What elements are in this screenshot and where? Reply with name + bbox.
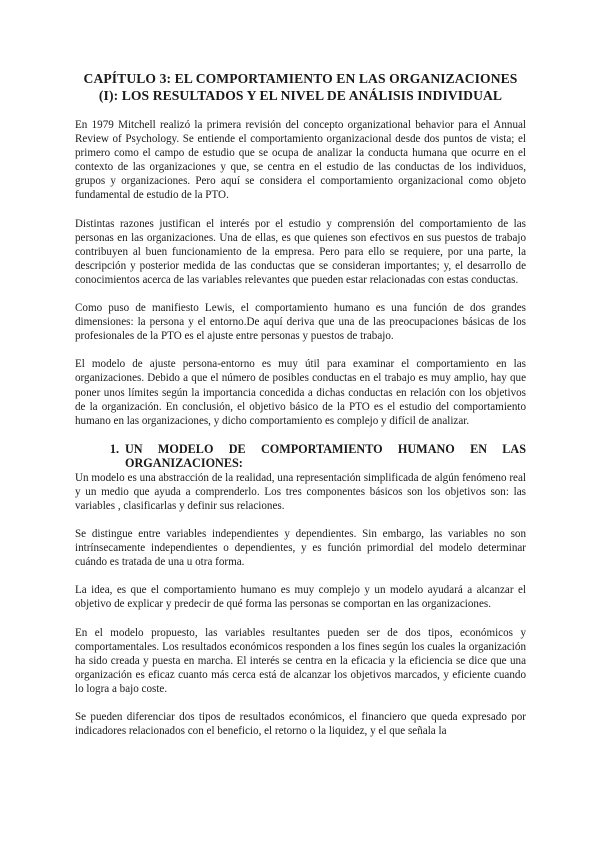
section-1-paragraph-idea: La idea, es que el comportamiento humano es muy complejo y un modelo ayudará a alcanzar el objetivo de explicar y predecir de qué forma las personas se comportan en las organizaciones.	[75, 584, 526, 611]
paragraph-reasons-interest: Distintas razones justifican el interés por el estudio y comprensión del comportamiento de las personas en las organizaciones. Una de ellas, es que quienes son efectivos en sus puestos de trabajo contribuyen al buen funcionamiento de la empresa. Pero para ello se requiere, por una parte, la descripción y posterior medida de las conductas que se consideran importantes; y, el desarrollo de conocimientos acerca de las variables relevantes que pueden estar relacionadas con estas conductas.	[75, 217, 526, 286]
document-page	[75, 70, 526, 752]
section-1-heading	[75, 442, 526, 471]
section-1-paragraph-model-definition: Un modelo es una abstracción de la realidad, una representación simplificada de algún fenómeno real y un medio que ayuda a comprenderlo. Los tres componentes básicos son los objetivos son: las variables , clasificarlas y definir sus relaciones.	[75, 471, 526, 512]
chapter-title-line-2: (I): LOS RESULTADOS Y EL NIVEL DE ANÁLISIS INDIVIDUAL	[98, 88, 503, 103]
paragraph-mitchell-review: En 1979 Mitchell realizó la primera revisión del concepto organizational behavior para el Annual Review of Psychology. Se entiende el comportamiento organizacional desde dos puntos de vista; el primero como el campo de estudio que se ocupa de analizar la conducta humana que ocurre en el contexto de las organizaciones y que, se centra en el estudio de las conductas de los individuos, grupos y organizaciones. Pero aquí se considera el comportamiento organizacional como objeto fundamental de estudio de la PTO.	[75, 119, 526, 202]
section-1-paragraph-economic-results: Se pueden diferenciar dos tipos de resultados económicos, el financiero que queda expresado por indicadores relacionados con el beneficio, el retorno o la liquidez, y el que señala la	[75, 711, 526, 738]
chapter-title-line-1: CAPÍTULO 3: EL COMPORTAMIENTO EN LAS ORGANIZACIONES	[83, 71, 518, 86]
section-1-paragraph-results-types: En el modelo propuesto, las variables resultantes pueden ser de dos tipos, económicos y comportamentales. Los resultados económicos responden a los fines según los cuales la organización ha sido creada y puesta en marcha. El interés se centra en la eficacia y la eficiencia se dice que una organización es eficaz cuanto más cerca está de alcanzar los objetivos marcados, y eficiente cuando lo logra a bajo coste.	[75, 626, 526, 695]
section-1-number: 1.	[109, 441, 119, 456]
paragraph-lewis: Como puso de manifiesto Lewis, el comportamiento humano es una función de dos grandes dimensiones: la persona y el entorno.De aquí deriva que una de las preocupaciones básicas de los profesionales de la PTO es el ajuste entre personas y puestos de trabajo.	[75, 302, 526, 343]
chapter-title	[75, 70, 526, 104]
paragraph-person-environment-fit: El modelo de ajuste persona-entorno es muy útil para examinar el comportamiento en las organizaciones. Debido a que el número de posibles conductas en el trabajo es muy amplio, hay que poner unos límites según la importancia concedida a dichas conductas en relación con los objetivos de la organización. En conclusión, el objetivo básico de la PTO es el estudio del comportamiento humano en las organizaciones, y dicho comportamiento es complejo y difícil de analizar.	[75, 358, 526, 427]
section-1-title: UN MODELO DE COMPORTAMIENTO HUMANO EN LAS ORGANIZACIONES:	[125, 441, 526, 471]
section-1-paragraph-variables: Se distingue entre variables independientes y dependientes. Sin embargo, las variables no son intrínsecamente independientes o dependientes, y es función primordial del modelo determinar cuándo es tratada de una u otra forma.	[75, 528, 526, 569]
